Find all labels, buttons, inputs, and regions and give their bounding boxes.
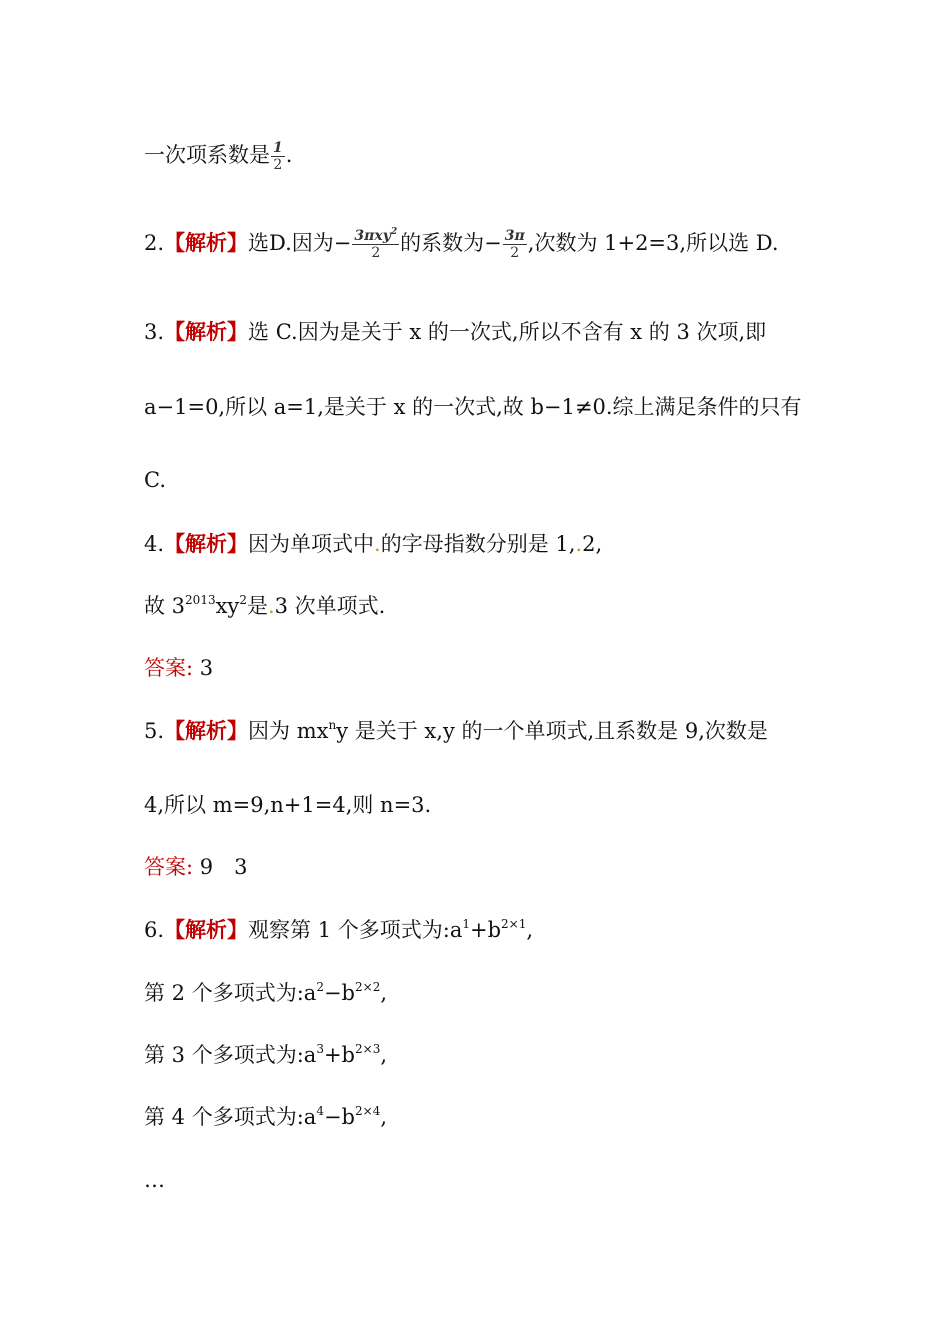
text: 4,所以 m=9,n+1=4,则 n=3.	[144, 793, 432, 817]
item-5-answer	[144, 853, 248, 881]
answer-value: 9 3	[199, 855, 248, 879]
superscript: n	[328, 718, 337, 732]
text: a−1=0,所以 a=1,是关于 x 的一次式,故 b−1≠0.综上满足条件的只有	[144, 395, 802, 419]
item-3-line-1	[144, 318, 766, 346]
superscript: 2	[316, 980, 324, 994]
text: 是	[246, 594, 268, 618]
frac-numerator-text: 3πxy	[354, 228, 391, 244]
superscript: 2×2	[355, 980, 381, 994]
text: −b	[323, 981, 355, 1005]
text: 3 次单项式.	[274, 594, 386, 618]
analysis-tag: 【解析】	[164, 531, 249, 556]
frac-numerator: 3π	[504, 228, 525, 244]
mark-dot: .	[374, 532, 381, 556]
answer-label: 答案:	[144, 656, 194, 680]
superscript: 3	[316, 1042, 324, 1056]
frac-numerator	[352, 228, 399, 245]
text: 第 2 个多项式为:a	[144, 981, 317, 1005]
superscript: 2013	[185, 593, 216, 607]
mark-dot: .	[267, 594, 275, 618]
mark-dot: .	[575, 532, 583, 556]
frac-denominator: 2	[273, 157, 283, 173]
text: C.	[144, 468, 166, 492]
item-5-line-1	[144, 717, 768, 745]
item-3-line-2	[144, 393, 802, 421]
text: 一次项系数是	[144, 143, 270, 167]
text: 第 3 个多项式为:a	[144, 1043, 317, 1067]
text: ,	[380, 981, 388, 1005]
item-number: 3.	[144, 320, 165, 344]
analysis-tag: 【解析】	[164, 230, 249, 255]
superscript: 1	[462, 917, 470, 931]
frac-numerator: 1	[273, 140, 283, 156]
item-6-line-1	[144, 916, 533, 944]
item-6-line-3	[144, 1041, 387, 1069]
line-coefficient	[144, 140, 292, 173]
text: y 是关于 x,y 的一个单项式,且系数是 9,次数是	[336, 719, 768, 743]
superscript: 2×4	[355, 1104, 381, 1118]
fraction-3pixy2-over-2	[352, 228, 399, 261]
text: .	[285, 143, 293, 167]
text: 的系数为−	[400, 231, 502, 255]
item-4-answer	[144, 654, 213, 682]
item-number: 6.	[144, 918, 165, 942]
item-number: 4.	[144, 532, 165, 556]
superscript: 4	[316, 1104, 324, 1118]
ellipsis: …	[144, 1168, 165, 1192]
answer-label: 答案:	[144, 855, 194, 879]
item-4-line-2	[144, 592, 385, 620]
frac-denominator: 2	[510, 245, 520, 261]
text: ,次数为 1+2=3,所以选 D.	[527, 231, 779, 255]
item-6-ellipsis	[144, 1166, 165, 1194]
item-6-line-4	[144, 1103, 387, 1131]
item-6-line-2	[144, 979, 387, 1007]
superscript: 2×3	[355, 1042, 381, 1056]
item-number: 2.	[144, 231, 165, 255]
text: ,	[526, 918, 534, 942]
answer-value: 3	[199, 656, 214, 680]
text: 因为 mx	[248, 719, 329, 743]
analysis-tag: 【解析】	[164, 718, 249, 743]
text: 观察第 1 个多项式为:a	[248, 918, 463, 942]
fraction-one-half	[271, 140, 285, 173]
text: ,	[380, 1105, 388, 1129]
frac-denominator: 2	[371, 245, 381, 261]
text: 2,	[582, 532, 603, 556]
text: ,	[380, 1043, 388, 1067]
superscript: 2	[239, 593, 247, 607]
text: −b	[323, 1105, 355, 1129]
superscript: 2×1	[501, 917, 527, 931]
text: +b	[470, 918, 502, 942]
item-2	[144, 228, 779, 261]
text: 第 4 个多项式为:a	[144, 1105, 317, 1129]
text: 的字母指数分别是 1,	[380, 532, 576, 556]
text: 因为单项式中	[248, 532, 375, 556]
analysis-tag: 【解析】	[164, 917, 249, 942]
item-5-line-2	[144, 791, 431, 819]
text: 选D.因为−	[248, 231, 352, 255]
item-3-line-3	[144, 466, 166, 494]
text: 故 3	[144, 594, 186, 618]
text: 选 C.因为是关于 x 的一次式,所以不含有 x 的 3 次项,即	[248, 320, 767, 344]
text: xy	[215, 594, 240, 618]
item-4-line-1	[144, 530, 602, 558]
text: +b	[323, 1043, 355, 1067]
item-number: 5.	[144, 719, 165, 743]
analysis-tag: 【解析】	[164, 319, 249, 344]
fraction-3pi-over-2	[503, 228, 527, 261]
superscript: 2	[390, 227, 398, 237]
